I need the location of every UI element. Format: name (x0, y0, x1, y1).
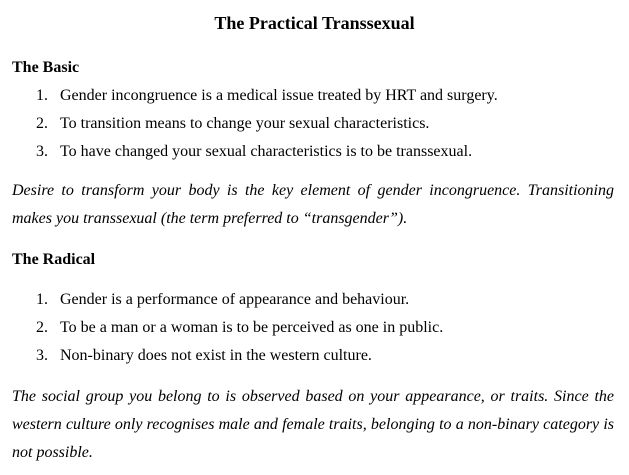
list-item (0, 314, 629, 342)
paragraph-line: The social group you belong to is observed based on your appearance, or traits. Since the (12, 388, 614, 405)
list-item (0, 138, 629, 166)
basic-summary-paragraph (12, 177, 614, 233)
document-title: The Practical Transsexual (214, 13, 415, 33)
list-number: 3. (36, 143, 48, 160)
list-item (0, 286, 629, 314)
paragraph-line: Desire to transform your body is the key element of gender incongruence. Transitioning (12, 182, 614, 199)
list-item (0, 342, 629, 370)
list-number: 3. (36, 347, 48, 364)
list-item-text: Non-binary does not exist in the western culture. (60, 347, 372, 364)
list-number: 1. (36, 291, 48, 308)
radical-summary-paragraph (12, 383, 614, 467)
list-item (0, 110, 629, 138)
list-item-text: To be a man or a woman is to be perceived as one in public. (60, 319, 444, 336)
radical-list (0, 286, 629, 370)
paragraph-line: makes you transsexual (the term preferred to “transgender”). (12, 210, 408, 227)
section-heading-basic: The Basic (12, 59, 80, 76)
list-item (0, 82, 629, 110)
paragraph-line: western culture only recognises male and female traits, belonging to a non-binary category is (12, 416, 614, 433)
list-item-text: Gender is a performance of appearance and behaviour. (60, 291, 410, 308)
list-item-text: To transition means to change your sexual characteristics. (60, 115, 430, 132)
list-number: 1. (36, 87, 48, 104)
list-number: 2. (36, 115, 48, 132)
basic-list (0, 82, 629, 166)
section-heading-radical: The Radical (12, 251, 96, 268)
list-item-text: Gender incongruence is a medical issue treated by HRT and surgery. (60, 87, 498, 104)
list-item-text: To have changed your sexual characteristics is to be transsexual. (60, 143, 473, 160)
list-number: 2. (36, 319, 48, 336)
paragraph-line: not possible. (12, 444, 93, 461)
